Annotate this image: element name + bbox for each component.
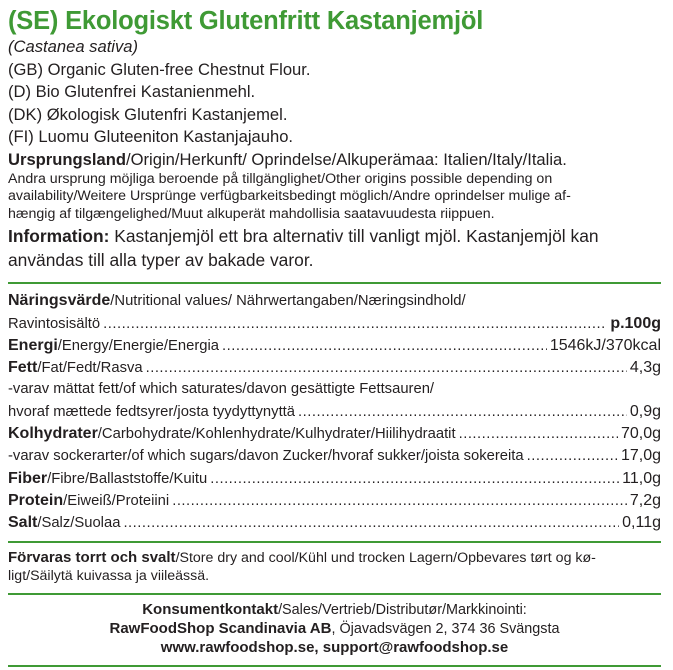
nutrition-row-protein: Protein/Eiweiß/Proteiini ..... 7,2g [8,490,661,512]
consumer-contact: Konsumentkontakt/Sales/Vertrieb/Distributør/Markkinointi: RawFoodShop Scandinavia AB, Öjavadsvägen 2, 374 36 Svängsta www.rawfoodshop.se, support@rawfoodshop.se [109,601,560,656]
translation-dk: (DK) Økologisk Glutenfri Kastanjemel. [8,104,288,124]
origin-line [8,149,661,172]
storage-instructions: Förvaras torrt och svalt/Store dry and cool/Kühl und trocken Lagern/Opbevares tørt og kø- ligt/Säilytä kuivassa ja viileässä. [8,549,596,585]
origin-note-line: Andra ursprung möjliga beroende på tillgänglighet/Other origins possible depending on [8,171,553,187]
contact-label: Konsumentkontakt [142,601,279,619]
information-label: Information: [8,226,110,247]
translation-fi: (FI) Luomu Gluteeniton Kastanjajauho. [8,127,294,146]
nutrition-header-row: Ravintosisältö ..... p.100g [8,313,661,335]
origin-note [8,171,661,223]
divider [8,665,661,667]
divider [8,593,661,595]
company-name: RawFoodShop Scandinavia AB [109,620,332,638]
product-title: (SE) Ekologiskt Glutenfritt Kastanjemjöl [8,7,484,35]
origin-note-line: availability/Weitere Ursprünge verfügbarkeitsbedingt möglich/Andre oprindelser mulige af- [8,188,571,205]
nutrition-row-fibre: Fiber/Fibre/Ballaststoffe/Kuitu ..... 11,0g [8,468,661,490]
translation-de: (D) Bio Glutenfrei Kastanienmehl. [8,82,256,101]
nutrition-row-salt: Salt/Salz/Suolaa ..... 0,11g [8,512,661,534]
origin-note-line: hængig af tilgængelighed/Muut alkuperät mahdollisia saatavuudesta riippuen. [8,205,495,222]
information-line: användas till alla typer av bakade varor. [8,250,314,271]
contact-web-email: www.rawfoodshop.se, support@rawfoodshop.se [160,638,509,656]
latin-name: (Castanea sativa) [8,37,139,56]
translation-gb: (GB) Organic Gluten-free Chestnut Flour. [8,59,311,79]
nutrition-header: Näringsvärde/Nutritional values/ Nährwertangaben/Næringsindhold/ [8,292,466,310]
divider [8,541,661,543]
storage-label: Förvaras torrt och svalt [8,549,176,567]
origin-label: Ursprungsland [8,149,127,169]
nutrition-row-carbohydrate: Kolhydrater/Carbohydrate/Kohlenhydrate/Kulhydrater/Hiilihydraatit ..... 70,0g [8,423,661,445]
nutrition-row-saturates: hvoraf mættede fedtsyrer/josta tyydyttynyttä ..... 0,9g [8,401,661,423]
nutrition-row-fat: Fett/Fat/Fedt/Rasva ..... 4,3g [8,357,661,379]
company-address: , Öjavadsvägen 2, 374 36 Svängsta [331,621,560,638]
origin-text: /Origin/Herkunft/ Oprindelse/Alkuperämaa: Italien/Italy/Italia. [126,149,567,169]
information-line: Information: Kastanjemjöl ett bra alternativ till vanligt mjöl. Kastanjemjöl kan [8,226,599,247]
nutrition-row-energy: Energi/Energy/Energie/Energia ..... 1546kJ/370kcal [8,335,661,357]
per-100g: p.100g [610,314,661,332]
nutrition-table [8,290,661,534]
information [8,224,661,272]
divider [8,282,661,284]
nutrition-row-saturates-line1: -varav mättat fett/of which saturates/davon gesättigte Fettsauren/ [8,381,435,398]
nutrition-row-sugars: -varav sockerarter/of which sugars/davon Zucker/hvoraf sukker/joista sokereita ..... 17,0g [8,445,661,467]
